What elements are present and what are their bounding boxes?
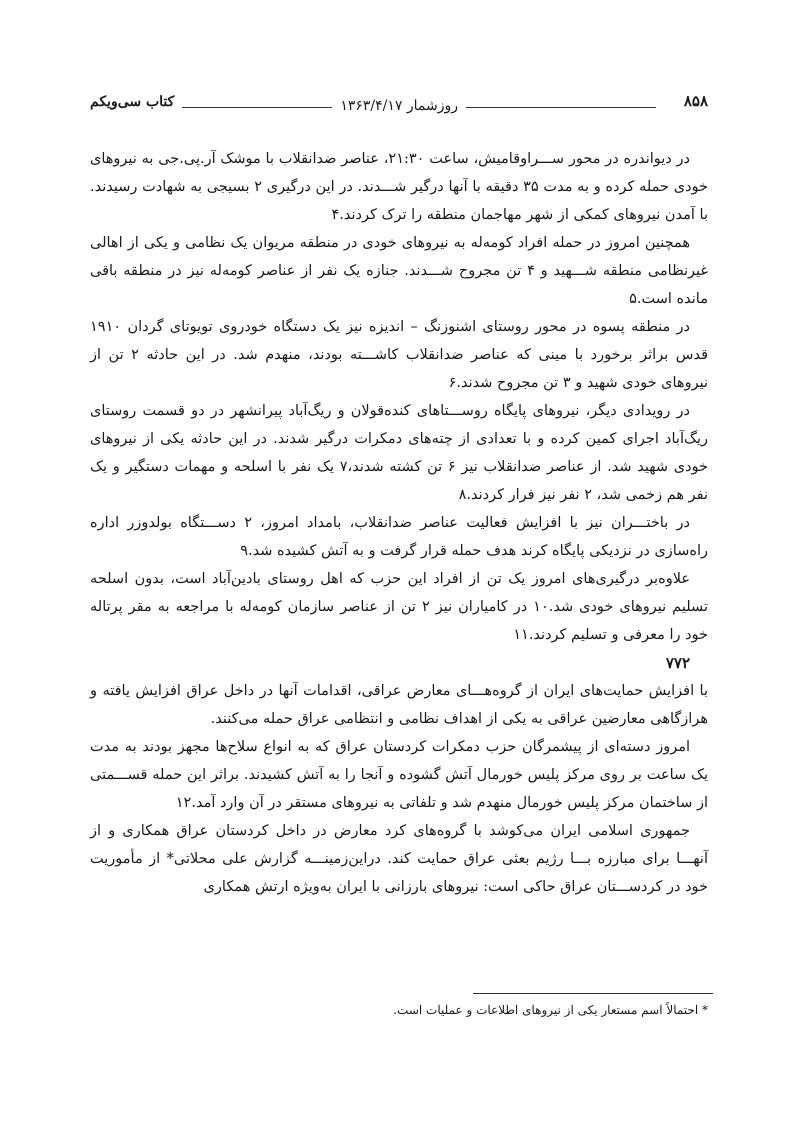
paragraph: در رویدادی دیگر، نیروهای پایگاه روســـتاهای کنده‌قولان و ریگ‌آباد پیرانشهر در دو قسمت روستای ریگ‌آباد اجرای کمین کرده و با تعدادی از چته‌های دمکرات درگیر شدند. در این حادثه یکی از نیروهای خودی شهید شد. از عناصر ضدانقلاب نیز ۶ تن کشته شدند،۷ یک نفر با اسلحه و مهمات دستگیر و یک نفر هم زخمی شد، ۲ نفر نیز فرار کردند.۸ [90,403,709,503]
book-title: کتاب سی‌ویکم [90,94,175,110]
running-header [90,92,708,118]
header-rule-left [182,107,332,108]
diary-date: روزشمار ۱۳۶۳/۴/۱۷ [340,98,458,114]
footnote: * احتمالاً اسم مستعار یکی از نیروهای اطلاعات و عملیات است. [393,1003,708,1017]
footnote-rule [473,993,713,994]
header-rule-right [466,107,656,108]
paragraph: با افزایش حمایت‌های ایران از گروه‌هـــای معارض عراقی، اقدامات آنها در داخل عراق افزایش یافته و هرازگاهی معارضین عراقی به یکی از اهداف نظامی و انتظامی عراق حمله می‌کنند. [90,683,708,727]
paragraph: امروز دسته‌ای از پیشمرگان حزب دمکرات کردستان عراق که به انواع سلاح‌ها مجهز بودند به مدت یک ساعت بر روی مرکز پلیس خورمال آتش گشوده و آنجا را به آتش کشیدند. براثر این حمله قســـمتی از ساختمان مرکز پلیس خورمال منهدم شد و تلفاتی به نیروهای مستقر در آن وارد آمد.۱۲ [90,739,708,811]
entry-number: ۷۷۲ [665,654,690,672]
paragraph: جمهوری اسلامی ایران می‌کوشد با گروه‌های کرد معارض در داخل کردستان عراق همکاری و از آنهـــا برای مبارزه بـــا رژیم بعثی عراق حمایت کند. دراین‌زمینـــه گزارش علی محلاتی* از مأموریت خود در کردســـتان عراق حاکی است: نیروهای بارزانی با ایران به‌ویژه ارتش همکاری [90,823,708,895]
paragraph: در باختـــران نیز با افزایش فعالیت عناصر ضدانقلاب، بامداد امروز، ۲ دســـتگاه بولدوزر اداره راه‌سازی در نزدیکی پایگاه کرند هدف حمله قرار گرفت و به آتش کشیده شد.۹ [90,515,708,559]
paragraph: علاوه‌بر درگیری‌های امروز یک تن از افراد این حزب که اهل روستای بادین‌آباد است، بدون اسلحه تسلیم نیروهای خودی شد.۱۰ در کامیاران نیز ۲ تن از عناصر سازمان کومه‌له با مراجعه به مقر پرتاله خود را معرفی و تسلیم کردند.۱۱ [90,571,708,643]
paragraph: همچنین امروز در حمله افراد کومه‌له به نیروهای خودی در منطقه مریوان یک نظامی و یکی از اهالی غیرنظامی منطقه شـــهید و ۴ تن مجروح شـــدند. جنازه یک نفر از عناصر کومه‌له نیز در منطقه باقی مانده است.۵ [90,235,708,307]
page-number: ۸۵۸ [683,92,708,110]
paragraph: در منطقه پسوه در محور روستای اشنوزنگ – اندیزه نیز یک دستگاه خودروی تویوتای گردان ۱۹۱۰ قدس براثر برخورد با مینی که عناصر ضدانقلاب کاشـــته بودند، منهدم شد. در این حادثه ۲ تن از نیروهای خودی شهید و ۳ تن مجروح شدند.۶ [90,319,708,391]
paragraph: در دیواندره در محور ســـراوقامیش، ساعت ۲۱:۳۰، عناصر ضدانقلاب با موشک آر.پی.جی به نیروهای خودی حمله کرده و به مدت ۳۵ دقیقه با آنها درگیر شـــدند. در این درگیری ۲ بسیجی به شهادت رسیدند. با آمدن نیروهای کمکی از شهر مهاجمان منطقه را ترک کردند.۴ [90,151,709,223]
body-text [90,145,708,901]
